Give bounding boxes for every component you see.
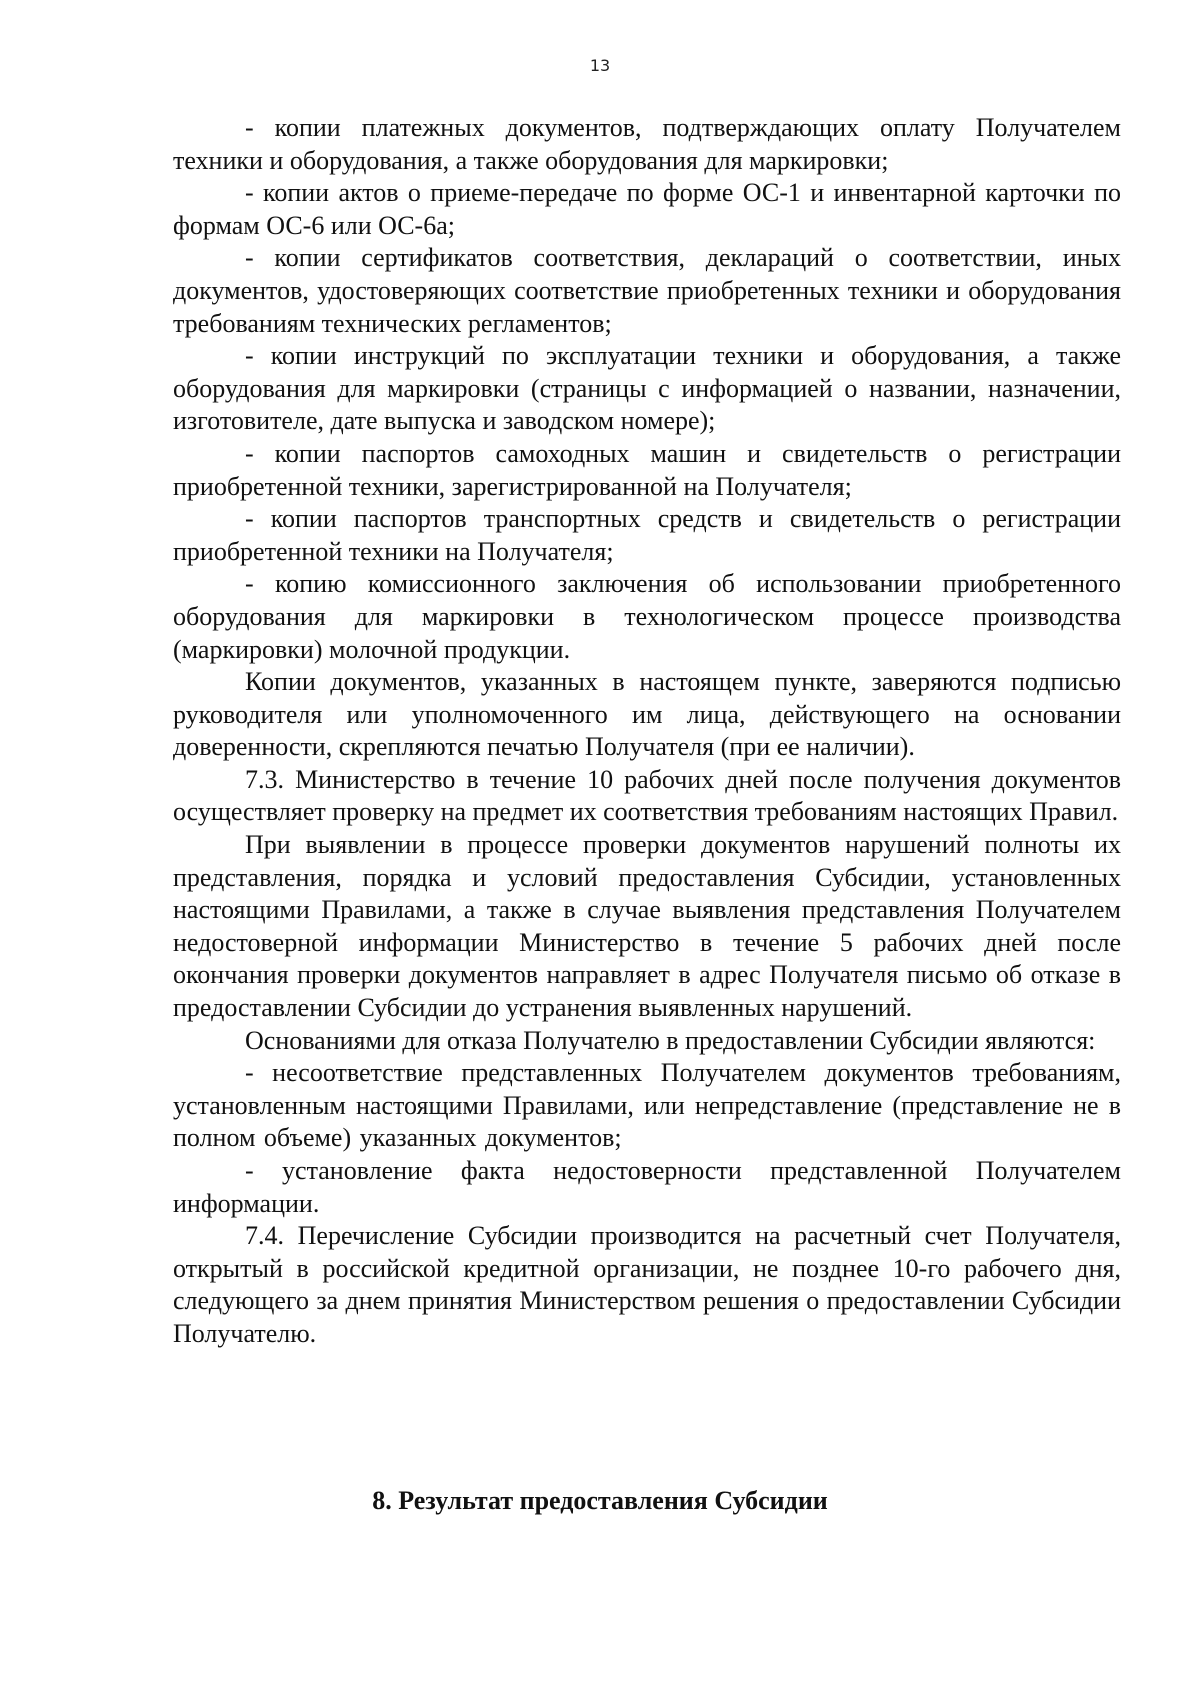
list-item-unreliable-info: - установление факта недостоверности представленной Получателем информации. bbox=[173, 1156, 1121, 1218]
paragraph-7-3: 7.3. Министерство в течение 10 рабочих дней после получения документов осуществляет проверку на предмет их соответствия требованиям настоящих Правил. bbox=[173, 764, 1121, 827]
list-item-nonconformity: - несоответствие представленных Получателем документов требованиям, установленным настоящими Правилами, или непредставление (представление не в полном объеме) указанных документов; bbox=[173, 1058, 1121, 1153]
paragraph-copies-certification: Копии документов, указанных в настоящем пункте, заверяются подписью руководителя или уполномоченного им лица, действующего на основании доверенности, скрепляются печатью Получателя (при ее наличии). bbox=[173, 667, 1121, 762]
list-item-machine-passports: - копии паспортов самоходных машин и свидетельств о регистрации приобретенной техники, зарегистрированной на Получателя; bbox=[173, 438, 1121, 501]
list-item-transfer-acts: - копии актов о приеме-передаче по форме ОС-1 и инвентарной карточки по формам ОС-6 или ОС-6а; bbox=[173, 178, 1121, 240]
list-item-payment-documents: - копии платежных документов, подтверждающих оплату Получателем техники и оборудования, а также оборудования для маркировки; bbox=[173, 113, 1121, 175]
paragraph-violations: При выявлении в процессе проверки документов нарушений полноты их представления, порядка и условий предоставления Субсидии, установленных настоящими Правилами, а также в случае выявления представления Получателем недостоверной информации Министерство в течение 5 рабочих дней после окончания проверки документов направляет в адрес Получателя письмо об отказе в предоставлении Субсидии до устранения выявленных нарушений. bbox=[173, 830, 1121, 1023]
paragraph-7-4: 7.4. Перечисление Субсидии производится на расчетный счет Получателя, открытый в российской кредитной организации, не позднее 10-го рабочего дня, следующего за днем принятия Министерством решения о предоставлении Субсидии Получателю. bbox=[173, 1221, 1121, 1348]
page-number: 13 bbox=[589, 56, 611, 75]
list-item-instructions: - копии инструкций по эксплуатации техники и оборудования, а также оборудования для маркировки (страницы с информацией о названии, назначении, изготовителе, дате выпуска и заводском номере); bbox=[173, 341, 1121, 436]
section-heading: 8. Результат предоставления Субсидии bbox=[372, 1486, 828, 1515]
list-item-certificates: - копии сертификатов соответствия, деклараций о соответствии, иных документов, удостоверяющих соответствие приобретенных техники и оборудования требованиям технических регламентов; bbox=[173, 243, 1121, 338]
list-item-commission-conclusion: - копию комиссионного заключения об использовании приобретенного оборудования для маркировки в технологическом процессе производства (маркировки) молочной продукции. bbox=[173, 569, 1121, 664]
list-item-vehicle-passports: - копии паспортов транспортных средств и свидетельств о регистрации приобретенной техники на Получателя; bbox=[173, 504, 1121, 566]
paragraph-refusal-grounds: Основаниями для отказа Получателю в предоставлении Субсидии являются: bbox=[245, 1025, 1096, 1055]
document-body bbox=[173, 112, 1121, 1351]
